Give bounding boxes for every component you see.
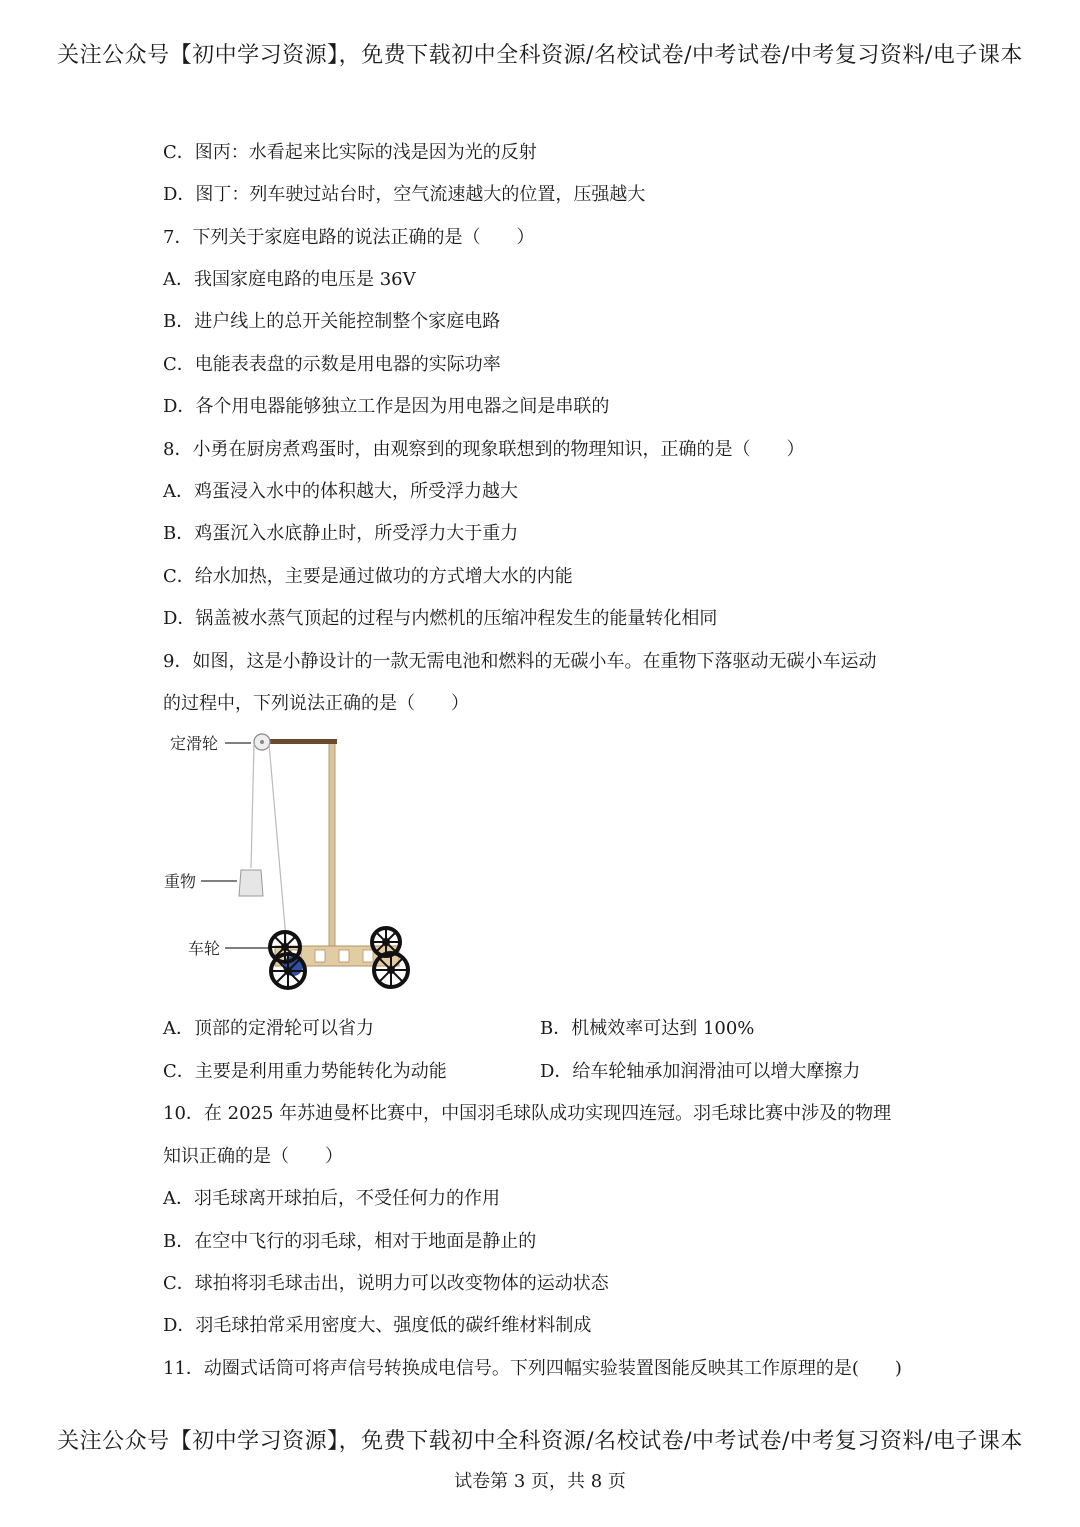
- q9-option-c: C．主要是利用重力势能转化为动能: [163, 1061, 447, 1082]
- top-beam: [263, 739, 337, 744]
- q10-option-a: A．羽毛球离开球拍后，不受任何力的作用: [163, 1188, 500, 1209]
- q8-stem: 8．小勇在厨房煮鸡蛋时，由观察到的现象联想到的物理知识，正确的是（ ）: [163, 439, 805, 460]
- q8-option-a: A．鸡蛋浸入水中的体积越大，所受浮力越大: [163, 481, 518, 502]
- q10-stem-line1: 10．在 2025 年苏迪曼杯比赛中，中国羽毛球队成功实现四连冠。羽毛球比赛中涉及的物理: [163, 1103, 892, 1124]
- page-number: 试卷第 3 页，共 8 页: [454, 1471, 626, 1492]
- q6-option-d: D．图丁：列车驶过站台时，空气流速越大的位置，压强越大: [163, 184, 646, 205]
- q9-stem-line2: 的过程中，下列说法正确的是（ ）: [163, 693, 469, 714]
- q7-option-d: D．各个用电器能够独立工作是因为用电器之间是串联的: [163, 396, 610, 417]
- q8-option-b: B．鸡蛋沉入水底静止时，所受浮力大于重力: [163, 523, 519, 544]
- q10-option-b: B．在空中飞行的羽毛球，相对于地面是静止的: [163, 1231, 537, 1252]
- wheel-front-left: [271, 954, 305, 988]
- bottom-banner: 关注公众号【初中学习资源】，免费下载初中全科资源/名校试卷/中考试卷/中考复习资料/电子课本: [57, 1429, 1023, 1454]
- q10-option-d: D．羽毛球拍常采用密度大、强度低的碳纤维材料制成: [163, 1315, 592, 1336]
- q7-option-a: A．我国家庭电路的电压是 36V: [163, 269, 416, 290]
- q9-stem-line1: 9．如图，这是小静设计的一款无需电池和燃料的无碳小车。在重物下落驱动无碳小车运动: [163, 651, 877, 672]
- q10-option-c: C．球拍将羽毛球击出，说明力可以改变物体的运动状态: [163, 1273, 609, 1294]
- q7-option-b: B．进户线上的总开关能控制整个家庭电路: [163, 311, 501, 332]
- wheel-front-right: [374, 953, 408, 987]
- q8-option-c: C．给水加热，主要是通过做功的方式增大水的内能: [163, 566, 573, 587]
- top-banner: 关注公众号【初中学习资源】，免费下载初中全科资源/名校试卷/中考试卷/中考复习资料/电子课本: [57, 43, 1023, 68]
- q7-stem: 7．下列关于家庭电路的说法正确的是（ ）: [163, 227, 535, 248]
- mast: [329, 742, 335, 948]
- q10-stem-line2: 知识正确的是（ ）: [163, 1146, 343, 1167]
- q9-option-a: A．顶部的定滑轮可以省力: [163, 1018, 374, 1039]
- q9-option-d: D．给车轮轴承加润滑油可以增大摩擦力: [540, 1061, 861, 1082]
- q7-option-c: C．电能表表盘的示数是用电器的实际功率: [163, 354, 501, 375]
- carbon-free-car-figure: [163, 728, 423, 1000]
- label-fixed-pulley: 定滑轮: [170, 734, 219, 753]
- label-wheel: 车轮: [188, 939, 221, 958]
- label-weight: 重物: [164, 872, 197, 891]
- q9-option-b: B．机械效率可达到 100%: [540, 1018, 755, 1039]
- hanging-weight: [239, 870, 263, 896]
- q11-stem: 11．动圈式话筒可将声信号转换成电信号。下列四幅实验装置图能反映其工作原理的是( ): [163, 1358, 902, 1379]
- q8-option-d: D．锅盖被水蒸气顶起的过程与内燃机的压缩冲程发生的能量转化相同: [163, 608, 718, 629]
- q6-option-c: C．图丙：水看起来比实际的浅是因为光的反射: [163, 142, 537, 163]
